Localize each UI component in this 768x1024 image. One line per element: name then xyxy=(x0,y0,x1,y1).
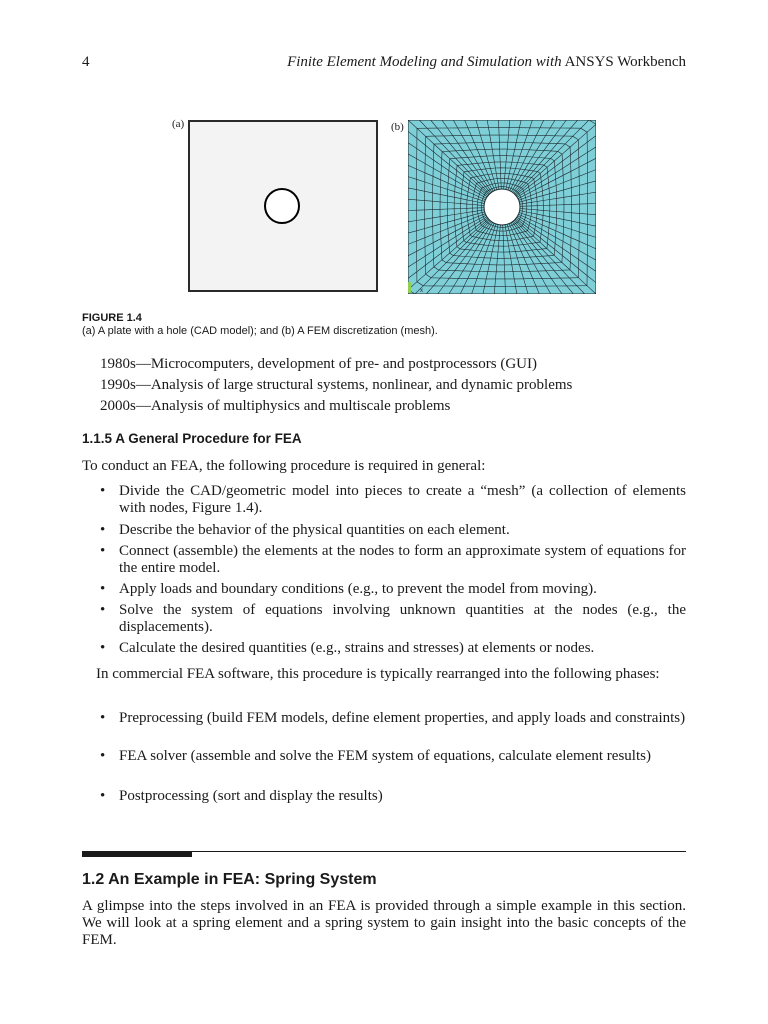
history-line: 1990s—Analysis of large structural systems, nonlinear, and dynamic problems xyxy=(100,377,573,393)
bullet: • xyxy=(100,602,106,618)
book-title-plain: ANSYS Workbench xyxy=(564,54,686,70)
bullet: • xyxy=(100,710,106,726)
bullet: • xyxy=(100,640,106,656)
list-item: • Preprocessing (build FEM models, define element properties, and apply loads and constraints) xyxy=(100,710,686,726)
figure-label-b: (b) xyxy=(391,121,404,133)
bullet: • xyxy=(100,483,106,499)
plate-hole xyxy=(264,188,300,224)
bullet: • xyxy=(100,581,106,597)
book-title xyxy=(287,54,686,71)
bullet: • xyxy=(100,522,106,538)
section-heading-1-1-5: 1.1.5 A General Procedure for FEA xyxy=(82,431,302,446)
list-item: • Describe the behavior of the physical quantities on each element. xyxy=(100,522,510,538)
list-item: • Divide the CAD/geometric model into pieces to create a “mesh” (a collection of elements with nodes, Figure 1.4). xyxy=(100,483,686,516)
axis-marker xyxy=(408,282,411,293)
cad-plate-panel xyxy=(188,120,378,292)
section-1-2-text: A glimpse into the steps involved in an FEA is provided through a simple example in this section. We will look at a spring element and a spring system to gain insight into the basic concepts of the FEM. xyxy=(82,898,686,948)
list-item: • FEA solver (assemble and solve the FEM system of equations, calculate element results) xyxy=(100,748,651,764)
axis-x-label: x xyxy=(420,288,423,294)
list-item: • Connect (assemble) the elements at the nodes to form an approximate system of equations for the entire model. xyxy=(100,543,686,576)
figure-caption: (a) A plate with a hole (CAD model); and (b) A FEM discretization (mesh). xyxy=(82,325,438,337)
book-title-italic: Finite Element Modeling and Simulation with xyxy=(287,54,562,70)
bullet: • xyxy=(100,543,106,559)
page-number: 4 xyxy=(82,54,90,70)
list-item: • Solve the system of equations involving unknown quantities at the nodes (e.g., the displacements). xyxy=(100,602,686,635)
mesh-panel xyxy=(408,120,596,294)
mesh-hole xyxy=(484,189,520,225)
procedure-intro: To conduct an FEA, the following procedure is required in general: xyxy=(82,458,486,474)
history-line: 1980s—Microcomputers, development of pre- and postprocessors (GUI) xyxy=(100,356,537,372)
list-item: • Calculate the desired quantities (e.g., strains and stresses) at elements or nodes. xyxy=(100,640,595,656)
section-rule-accent xyxy=(82,852,192,857)
list-item: • Apply loads and boundary conditions (e.g., to prevent the model from moving). xyxy=(100,581,597,597)
history-line: 2000s—Analysis of multiphysics and multiscale problems xyxy=(100,398,451,414)
commercial-intro: In commercial FEA software, this procedure is typically rearranged into the following phases: xyxy=(96,666,660,682)
section-heading-1-2: 1.2 An Example in FEA: Spring System xyxy=(82,871,377,888)
list-item: • Postprocessing (sort and display the results) xyxy=(100,788,383,804)
running-head xyxy=(82,54,686,76)
figure-number: FIGURE 1.4 xyxy=(82,312,142,324)
bullet: • xyxy=(100,788,106,804)
figure-label-a: (a) xyxy=(172,118,185,130)
bullet: • xyxy=(100,748,106,764)
